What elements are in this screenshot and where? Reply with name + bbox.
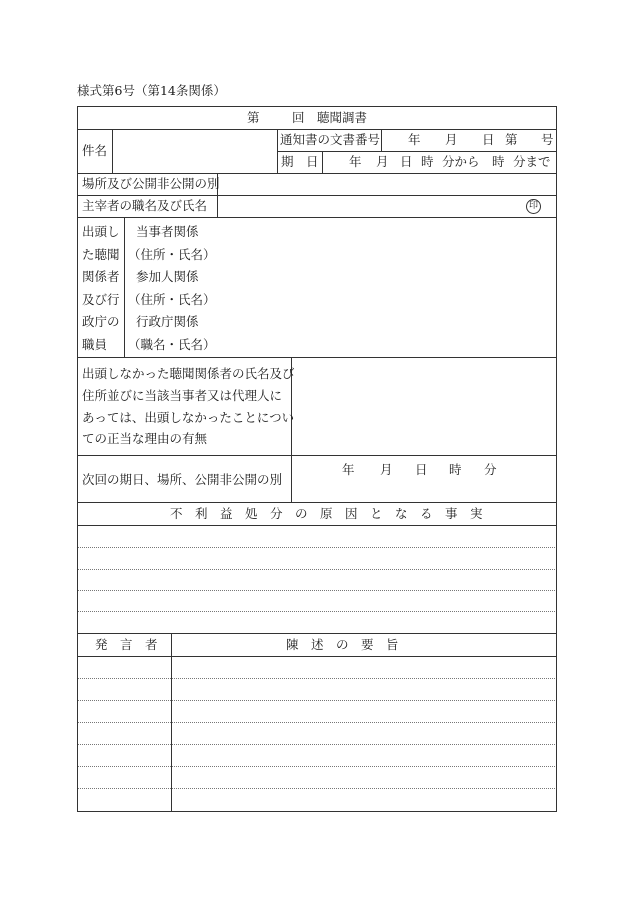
absentees-field[interactable]	[292, 358, 554, 454]
title-prefix: 第	[247, 110, 260, 125]
case-label: 件名	[82, 143, 108, 158]
attendees-field[interactable]	[226, 218, 554, 356]
period-label: 期 日	[281, 154, 319, 169]
attendees-label-2: た聴聞	[82, 247, 120, 262]
form-number: 様式第6号（第14条関係）	[77, 83, 226, 98]
presider-field[interactable]	[218, 196, 518, 216]
next-day: 日	[415, 462, 428, 477]
notice-go: 号	[541, 132, 554, 147]
period-minute-to: 分まで	[513, 154, 551, 169]
presider-label: 主宰者の職名及び氏名	[82, 198, 208, 213]
attendee-party-heading: 当事者関係	[136, 224, 199, 239]
next-hour: 時	[449, 462, 462, 477]
facts-field[interactable]	[78, 526, 555, 632]
attendee-agency-note: （職名・氏名）	[128, 337, 216, 352]
attendees-label-6: 職員	[82, 337, 108, 352]
attendees-label-3: 関係者	[82, 269, 120, 284]
form-title: 回 聴聞調書	[292, 110, 368, 125]
summary-field[interactable]	[172, 657, 554, 809]
attendees-label-5: 政庁の	[82, 314, 120, 329]
absentees-label-2: 住所並びに当該当事者又は代理人に	[82, 388, 283, 403]
attendees-label-4: 及び行	[82, 292, 120, 307]
speaker-heading: 発 言 者	[95, 637, 158, 652]
facts-heading: 不 利 益 処 分 の 原 因 と な る 事 実	[170, 506, 483, 521]
absentees-label-4: ての正当な理由の有無	[82, 431, 208, 446]
attendee-agency-heading: 行政庁関係	[136, 314, 199, 329]
notice-month: 月	[445, 132, 458, 147]
next-year: 年	[342, 462, 355, 477]
attendee-participant-heading: 参加人関係	[136, 269, 199, 284]
notice-doc-label: 通知書の文書番号	[280, 132, 381, 147]
period-minute-from: 分から	[442, 154, 480, 169]
seal-mark: 印	[526, 199, 541, 214]
case-name-field[interactable]	[113, 130, 276, 172]
next-minute: 分	[484, 462, 497, 477]
venue-field[interactable]	[218, 174, 555, 194]
summary-heading: 陳 述 の 要 旨	[286, 637, 399, 652]
notice-day: 日	[482, 132, 495, 147]
speaker-field[interactable]	[78, 657, 170, 809]
next-session-label: 次回の期日、場所、公開非公開の別	[82, 472, 283, 487]
venue-label: 場所及び公開非公開の別	[82, 176, 220, 191]
period-month: 月	[376, 154, 389, 169]
absentees-label-1: 出頭しなかった聴聞関係者の氏名及び	[82, 366, 295, 381]
period-year: 年	[349, 154, 362, 169]
next-month: 月	[380, 462, 393, 477]
absentees-label-3: あっては、出頭しなかったことについ	[82, 410, 295, 425]
notice-year: 年	[408, 132, 421, 147]
period-hour-to: 時	[492, 154, 505, 169]
notice-no: 第	[505, 132, 518, 147]
period-day: 日	[400, 154, 413, 169]
attendee-party-note: （住所・氏名）	[128, 247, 216, 262]
period-hour: 時	[421, 154, 434, 169]
attendees-label-1: 出頭し	[82, 224, 120, 239]
attendee-participant-note: （住所・氏名）	[128, 292, 216, 307]
